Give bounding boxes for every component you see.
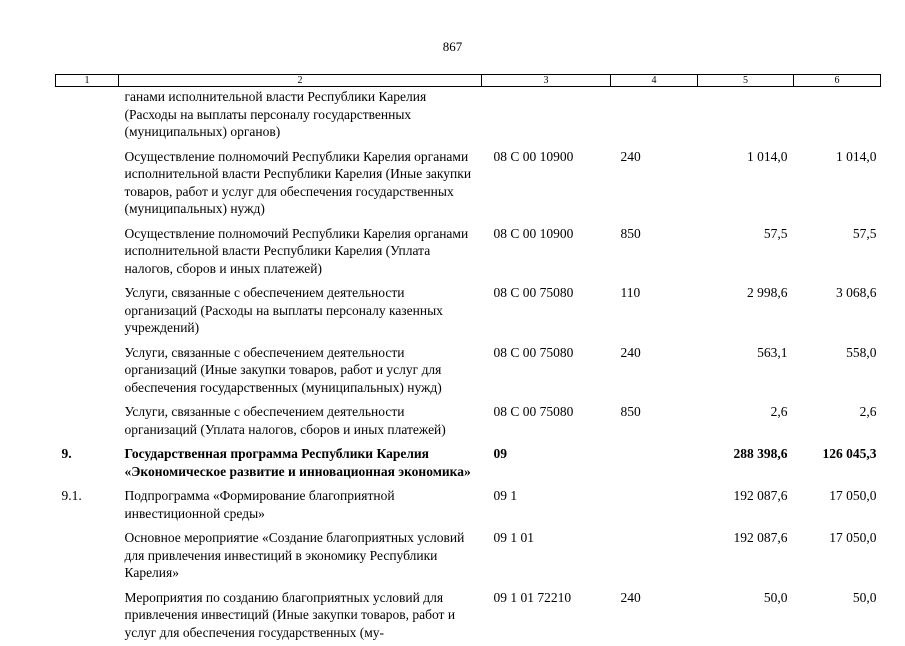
row-amount-col6: 126 045,3 xyxy=(794,443,881,485)
row-amount-col6: 558,0 xyxy=(794,342,881,402)
row-number: 9.1. xyxy=(56,485,119,527)
row-amount-col5: 50,0 xyxy=(698,587,794,646)
row-name: Услуги, связанные с обеспечением деятельности организаций (Расходы на выплаты персоналу казенных учреждений) xyxy=(119,282,482,342)
row-code: 09 xyxy=(482,443,611,485)
row-amount-col5: 2 998,6 xyxy=(698,282,794,342)
row-code: 09 1 01 xyxy=(482,527,611,587)
row-name: Осуществление полномочий Республики Карелия органами исполнительной власти Республики Карелия (Иные закупки товаров, работ и услуг для обеспечения государственных (муниципальных) нужд) xyxy=(119,146,482,223)
table-row xyxy=(56,587,881,646)
row-amount-col5 xyxy=(698,87,794,146)
table-row xyxy=(56,485,881,527)
row-code: 08 С 00 75080 xyxy=(482,282,611,342)
row-number xyxy=(56,527,119,587)
row-amount-col5: 57,5 xyxy=(698,223,794,283)
table-row xyxy=(56,401,881,443)
row-number xyxy=(56,342,119,402)
row-number xyxy=(56,223,119,283)
row-name: Услуги, связанные с обеспечением деятельности организаций (Уплата налогов, сборов и иных платежей) xyxy=(119,401,482,443)
row-code: 08 С 00 75080 xyxy=(482,342,611,402)
table-row xyxy=(56,223,881,283)
row-number xyxy=(56,282,119,342)
row-expense-type xyxy=(611,527,698,587)
row-amount-col5: 192 087,6 xyxy=(698,485,794,527)
row-name: Услуги, связанные с обеспечением деятельности организаций (Иные закупки товаров, работ и услуг для обеспечения государственных (муниципальных) нужд) xyxy=(119,342,482,402)
row-code xyxy=(482,87,611,146)
row-expense-type xyxy=(611,87,698,146)
column-number-3: 3 xyxy=(482,75,611,87)
column-number-4: 4 xyxy=(611,75,698,87)
row-code: 09 1 01 72210 xyxy=(482,587,611,646)
row-number: 9. xyxy=(56,443,119,485)
row-amount-col5: 563,1 xyxy=(698,342,794,402)
row-code: 08 С 00 10900 xyxy=(482,146,611,223)
table-row xyxy=(56,282,881,342)
row-amount-col5: 192 087,6 xyxy=(698,527,794,587)
row-amount-col5: 2,6 xyxy=(698,401,794,443)
column-number-2: 2 xyxy=(119,75,482,87)
budget-table xyxy=(55,74,881,646)
row-name: Осуществление полномочий Республики Карелия органами исполнительной власти Республики Карелия (Уплата налогов, сборов и иных платежей) xyxy=(119,223,482,283)
row-expense-type: 240 xyxy=(611,342,698,402)
column-number-row xyxy=(56,75,881,87)
row-code: 08 С 00 75080 xyxy=(482,401,611,443)
row-name: ганами исполнительной власти Республики Карелия (Расходы на выплаты персоналу государственных (муниципальных) органов) xyxy=(119,87,482,146)
table-row xyxy=(56,87,881,146)
table-body xyxy=(56,87,881,646)
row-amount-col6: 3 068,6 xyxy=(794,282,881,342)
row-amount-col5: 1 014,0 xyxy=(698,146,794,223)
row-amount-col6: 2,6 xyxy=(794,401,881,443)
page-number: 867 xyxy=(0,39,905,55)
row-expense-type: 850 xyxy=(611,401,698,443)
row-expense-type: 240 xyxy=(611,587,698,646)
row-amount-col5: 288 398,6 xyxy=(698,443,794,485)
row-expense-type xyxy=(611,443,698,485)
row-amount-col6: 57,5 xyxy=(794,223,881,283)
row-amount-col6 xyxy=(794,87,881,146)
row-name: Подпрограмма «Формирование благоприятной инвестиционной среды» xyxy=(119,485,482,527)
row-amount-col6: 50,0 xyxy=(794,587,881,646)
row-expense-type: 110 xyxy=(611,282,698,342)
row-expense-type xyxy=(611,485,698,527)
table-row xyxy=(56,146,881,223)
row-name: Государственная программа Республики Карелия «Экономическое развитие и инновационная экономика» xyxy=(119,443,482,485)
row-number xyxy=(56,146,119,223)
column-number-1: 1 xyxy=(56,75,119,87)
column-number-5: 5 xyxy=(698,75,794,87)
table-row xyxy=(56,443,881,485)
column-number-6: 6 xyxy=(794,75,881,87)
table-row xyxy=(56,342,881,402)
row-number xyxy=(56,401,119,443)
row-name: Мероприятия по созданию благоприятных условий для привлечения инвестиций (Иные закупки товаров, работ и услуг для обеспечения государственных (му- xyxy=(119,587,482,646)
table-row xyxy=(56,527,881,587)
row-amount-col6: 17 050,0 xyxy=(794,485,881,527)
row-expense-type: 850 xyxy=(611,223,698,283)
row-number xyxy=(56,587,119,646)
row-code: 08 С 00 10900 xyxy=(482,223,611,283)
row-code: 09 1 xyxy=(482,485,611,527)
row-amount-col6: 1 014,0 xyxy=(794,146,881,223)
row-number xyxy=(56,87,119,146)
row-amount-col6: 17 050,0 xyxy=(794,527,881,587)
row-expense-type: 240 xyxy=(611,146,698,223)
row-name: Основное мероприятие «Создание благоприятных условий для привлечения инвестиций в экономику Республики Карелия» xyxy=(119,527,482,587)
